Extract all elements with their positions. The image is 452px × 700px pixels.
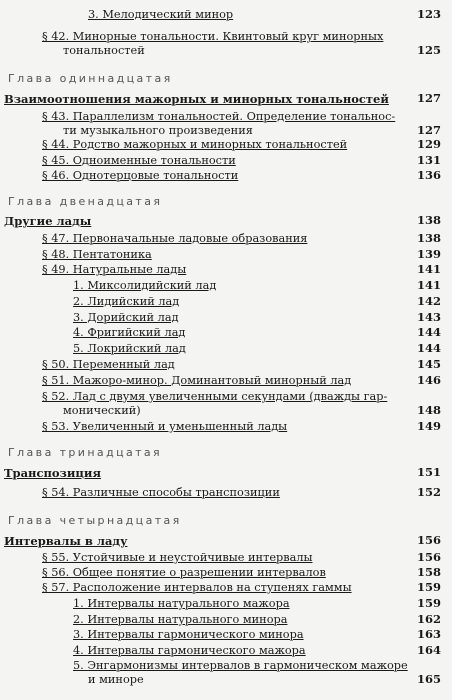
page-number: 127	[416, 91, 441, 105]
section-title: § 46. Однотерцовые тональности	[42, 169, 239, 182]
page-number: 136	[416, 168, 441, 182]
chapter-heading: Глава тринадцатая	[8, 446, 163, 459]
page-number: 151	[416, 465, 441, 479]
part-title: Интервалы в ладу	[4, 534, 128, 548]
page-number: 142	[416, 294, 441, 308]
subsection-title: 4. Фригийский лад	[73, 326, 186, 339]
page-number: 139	[416, 247, 441, 261]
part-title: Взаимоотношения мажорных и минорных тональностей	[4, 92, 389, 106]
part-title: Транспозиция	[4, 466, 101, 480]
subsection-title: 4. Интервалы гармонического мажора	[73, 644, 306, 657]
subsection-title: 3. Дорийский лад	[73, 311, 179, 324]
section-title: § 42. Минорные тональности. Квинтовый круг минорных	[42, 30, 384, 43]
page-number: 125	[416, 43, 441, 57]
page-number: 158	[416, 565, 441, 579]
section-title: § 55. Устойчивые и неустойчивые интервалы	[42, 551, 313, 564]
section-title: § 57. Расположение интервалов на ступенях гаммы	[42, 581, 352, 594]
page-number: 159	[416, 580, 441, 594]
page-number: 144	[416, 325, 441, 339]
page-number: 148	[416, 403, 441, 417]
title-continuation: ти музыкального произведения	[63, 124, 253, 137]
page-number: 165	[416, 672, 441, 686]
subsection-title: 5. Энгармонизмы интервалов в гармоническом мажоре	[73, 659, 408, 672]
page-number: 164	[416, 643, 441, 657]
section-title: § 43. Параллелизм тональностей. Определение тональнос-	[42, 110, 396, 123]
chapter-heading: Глава одиннадцатая	[8, 72, 173, 85]
section-title: § 53. Увеличенный и уменьшенный лады	[42, 420, 288, 433]
title-continuation: тональностей	[63, 44, 145, 57]
section-title: § 47. Первоначальные ладовые образования	[42, 232, 308, 245]
page-number: 149	[416, 419, 441, 433]
section-title: § 48. Пентатоника	[42, 248, 152, 261]
chapter-heading: Глава четырнадцатая	[8, 514, 182, 527]
page-number: 129	[416, 137, 441, 151]
section-title: § 52. Лад с двумя увеличенными секундами (дважды гар-	[42, 390, 388, 403]
page-number: 144	[416, 341, 441, 355]
subsection-title: 1. Интервалы натурального мажора	[73, 597, 290, 610]
page-number: 141	[416, 278, 441, 292]
subsection-title: 2. Интервалы натурального минора	[73, 613, 288, 626]
title-continuation: и миноре	[88, 673, 144, 686]
subsection-title: 3. Интервалы гармонического минора	[73, 628, 304, 641]
chapter-heading: Глава двенадцатая	[8, 195, 163, 208]
subsection-title: 1. Миксолидийский лад	[73, 279, 217, 292]
page-number: 131	[416, 153, 441, 167]
page-number: 159	[416, 596, 441, 610]
title-continuation: монический)	[63, 404, 141, 417]
subsection-title: 2. Лидийский лад	[73, 295, 180, 308]
page-number: 163	[416, 627, 441, 641]
subsection-title: 3. Мелодический минор	[88, 8, 234, 21]
page-number: 146	[416, 373, 441, 387]
page-number: 145	[416, 357, 441, 371]
page-number: 162	[416, 612, 441, 626]
section-title: § 49. Натуральные лады	[42, 263, 187, 276]
page-number: 156	[416, 533, 441, 547]
subsection-title: 5. Локрийский лад	[73, 342, 186, 355]
page-number: 127	[416, 123, 441, 137]
section-title: § 54. Различные способы транспозиции	[42, 486, 280, 499]
section-title: § 45. Одноименные тональности	[42, 154, 236, 167]
section-title: § 50. Переменный лад	[42, 358, 175, 371]
page-number: 138	[416, 213, 441, 227]
section-title: § 51. Мажоро-минор. Доминантовый минорный лад	[42, 374, 352, 387]
page-number: 138	[416, 231, 441, 245]
part-title: Другие лады	[4, 214, 92, 228]
page-number: 156	[416, 550, 441, 564]
page-number: 141	[416, 262, 441, 276]
page-number: 152	[416, 485, 441, 499]
section-title: § 56. Общее понятие о разрешении интервалов	[42, 566, 326, 579]
section-title: § 44. Родство мажорных и минорных тональностей	[42, 138, 348, 151]
page-number: 143	[416, 310, 441, 324]
page-number: 123	[416, 7, 441, 21]
